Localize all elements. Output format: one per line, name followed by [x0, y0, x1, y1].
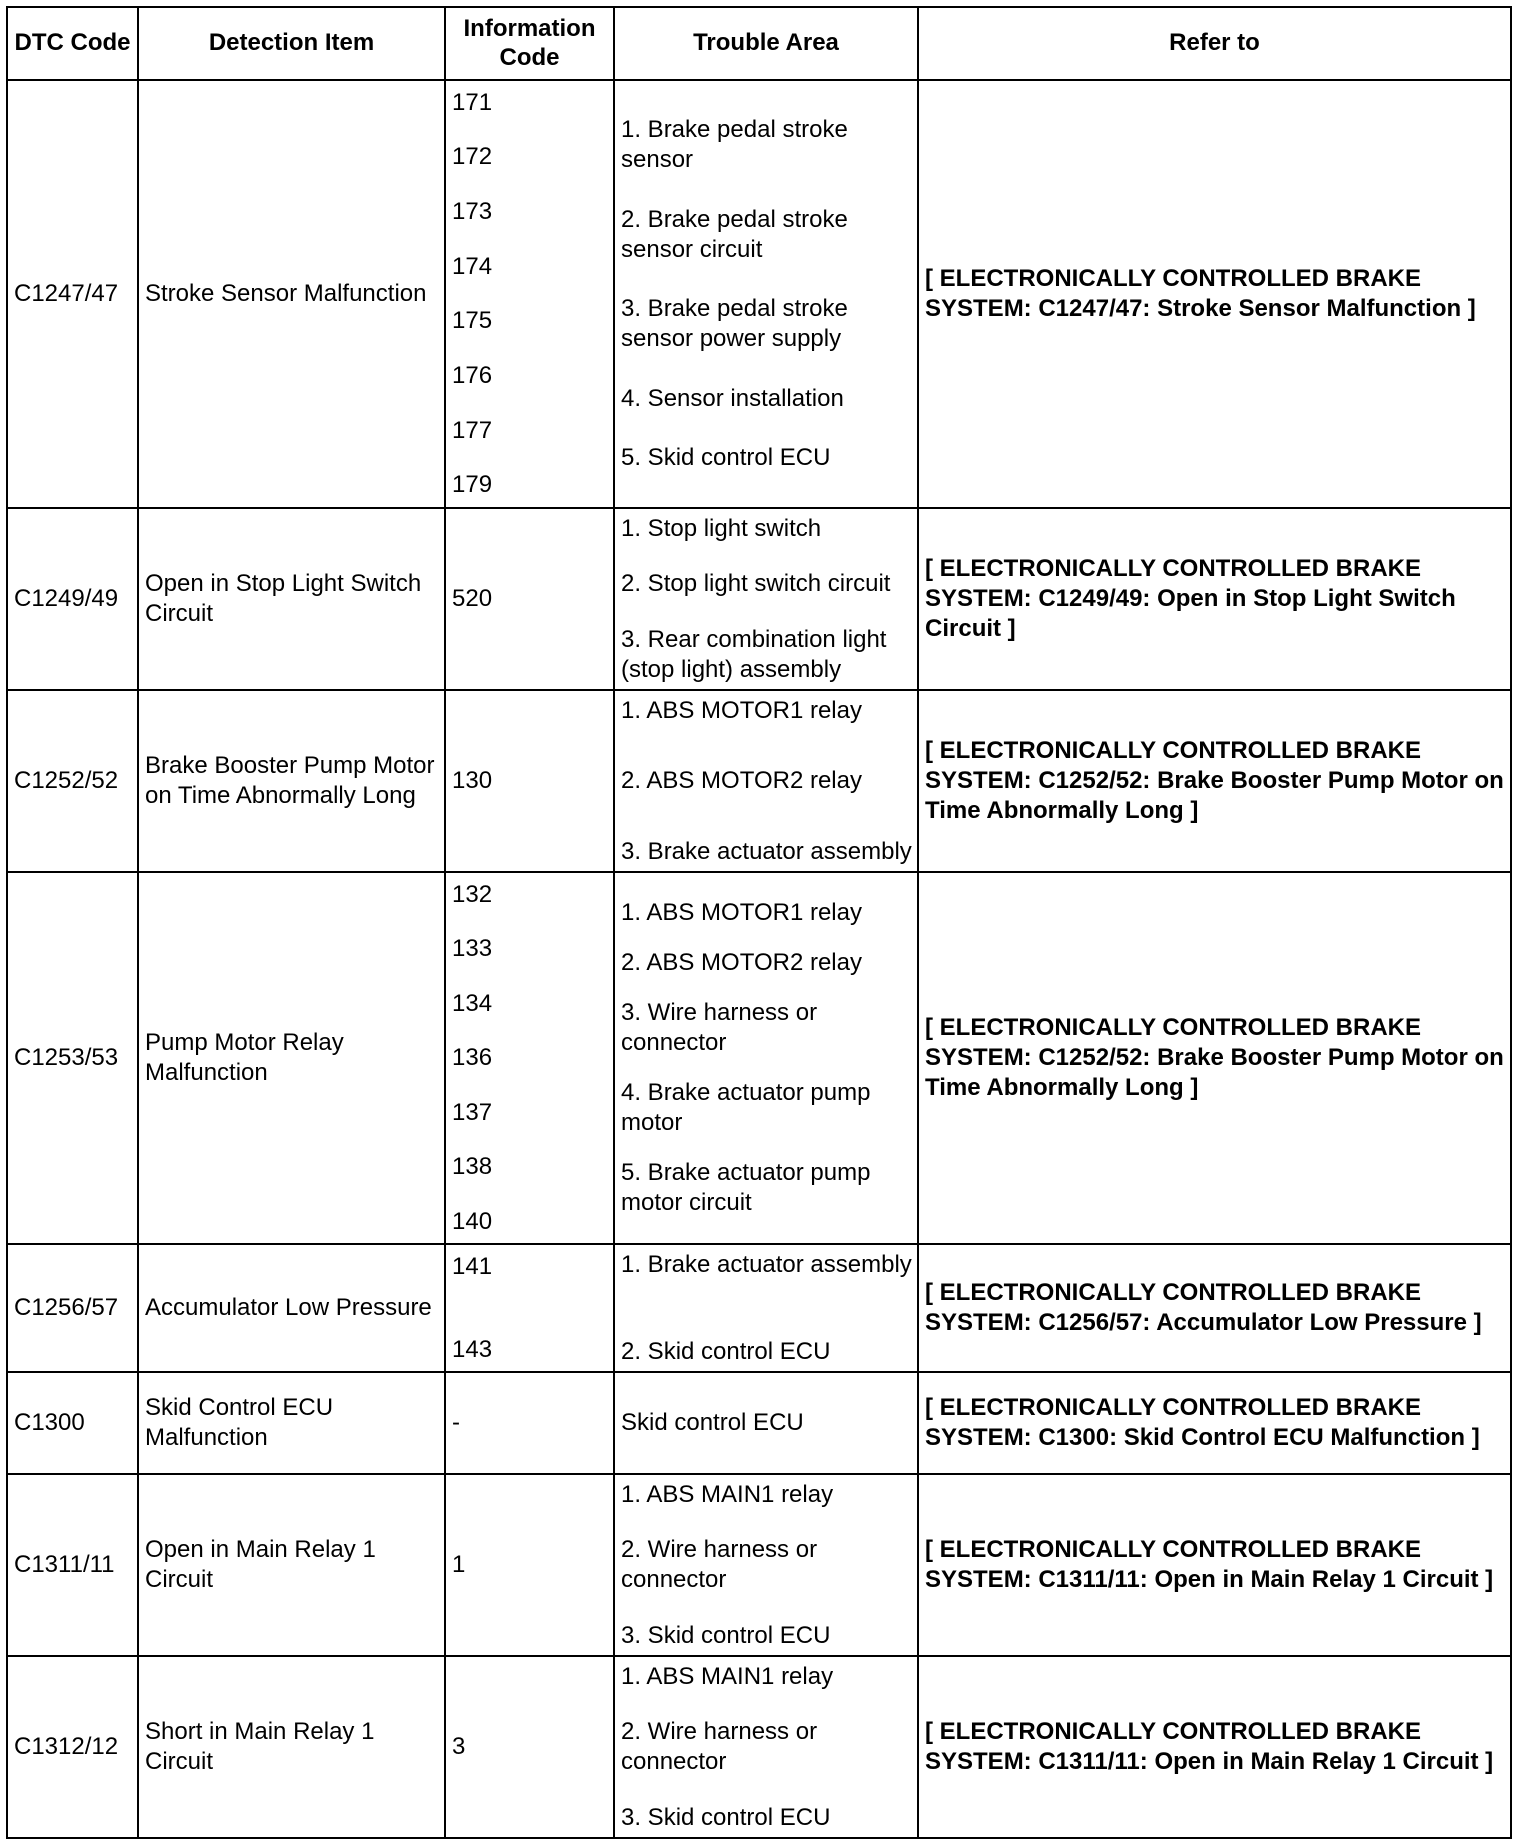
- trouble-area-cell: [614, 1656, 918, 1838]
- information-code-list: [446, 692, 613, 871]
- trouble-area-item: 3. Brake actuator assembly: [621, 837, 912, 865]
- information-code-cell: [445, 1244, 614, 1372]
- trouble-area-item: 2. ABS MOTOR2 relay: [621, 948, 862, 976]
- trouble-area-list: [615, 1246, 917, 1371]
- trouble-area-item: 1. Stop light switch: [621, 514, 822, 542]
- trouble-area-cell: [614, 80, 918, 508]
- trouble-area-cell: [614, 872, 918, 1244]
- trouble-area-list: [615, 1658, 917, 1837]
- information-code-list: [446, 1374, 613, 1473]
- detection-item-cell: Brake Booster Pump Motor on Time Abnormally Long: [138, 690, 445, 872]
- trouble-area-list: [615, 1476, 917, 1655]
- trouble-area-item: 3. Brake pedal stroke sensor power supply: [621, 295, 848, 352]
- detection-item-cell: Stroke Sensor Malfunction: [138, 80, 445, 508]
- information-code-cell: [445, 1372, 614, 1474]
- information-code-cell: [445, 1474, 614, 1656]
- header-dtc-code: DTC Code: [7, 7, 138, 80]
- trouble-area-cell: [614, 1244, 918, 1372]
- table-body: [7, 80, 1511, 1838]
- information-code: 176: [452, 362, 493, 390]
- trouble-area-item: 2. Wire harness or connector: [621, 1536, 818, 1593]
- trouble-area-cell: [614, 1474, 918, 1656]
- information-code: 177: [452, 416, 493, 444]
- information-code: 141: [452, 1252, 493, 1280]
- information-code: 172: [452, 143, 493, 171]
- refer-to-link[interactable]: [ ELECTRONICALLY CONTROLLED BRAKE SYSTEM: C1311/11: Open in Main Relay 1 Circuit ]: [918, 1474, 1511, 1656]
- trouble-area-list: [615, 82, 917, 507]
- table-row: [7, 690, 1511, 872]
- trouble-area-item: 3. Wire harness or connector: [621, 998, 818, 1056]
- trouble-area-item: 1. Brake actuator assembly: [621, 1250, 912, 1278]
- information-code-list: [446, 1476, 613, 1655]
- information-code: 1: [452, 1551, 466, 1578]
- trouble-area-item: 3. Skid control ECU: [621, 1803, 831, 1831]
- information-code-list: [446, 1658, 613, 1837]
- dtc-code-cell: C1311/11: [7, 1474, 138, 1656]
- trouble-area-item: 1. ABS MOTOR1 relay: [621, 898, 862, 926]
- trouble-area-item: 5. Skid control ECU: [621, 444, 831, 471]
- header-information-code: Information Code: [445, 7, 614, 80]
- dtc-code-cell: C1247/47: [7, 80, 138, 508]
- dtc-code-cell: C1312/12: [7, 1656, 138, 1838]
- trouble-area-item: 1. ABS MAIN1 relay: [621, 1662, 834, 1690]
- trouble-area-item: 3. Skid control ECU: [621, 1621, 831, 1649]
- information-code-cell: [445, 690, 614, 872]
- trouble-area-item: 2. Skid control ECU: [621, 1337, 831, 1365]
- information-code-cell: [445, 1656, 614, 1838]
- detection-item-cell: Skid Control ECU Malfunction: [138, 1372, 445, 1474]
- dtc-table: [6, 6, 1512, 1839]
- trouble-area-list: [615, 1374, 917, 1473]
- table-row: [7, 1474, 1511, 1656]
- detection-item-cell: Open in Stop Light Switch Circuit: [138, 508, 445, 690]
- information-code: 130: [452, 767, 493, 794]
- table-row: [7, 1372, 1511, 1474]
- information-code: 174: [452, 252, 493, 280]
- table-row: [7, 1244, 1511, 1372]
- information-code: 136: [452, 1044, 493, 1071]
- information-code: 134: [452, 989, 493, 1017]
- trouble-area-list: [615, 510, 917, 689]
- header-detection-item: Detection Item: [138, 7, 445, 80]
- refer-to-link[interactable]: [ ELECTRONICALLY CONTROLLED BRAKE SYSTEM: C1256/57: Accumulator Low Pressure ]: [918, 1244, 1511, 1372]
- dtc-code-cell: C1300: [7, 1372, 138, 1474]
- trouble-area-item: 1. ABS MOTOR1 relay: [621, 696, 862, 724]
- information-code: 171: [452, 88, 493, 116]
- information-code: 3: [452, 1733, 466, 1760]
- header-refer-to: Refer to: [918, 7, 1511, 80]
- trouble-area-item: 1. Brake pedal stroke sensor: [621, 116, 848, 173]
- information-code-list: [446, 82, 613, 507]
- dtc-code-cell: C1252/52: [7, 690, 138, 872]
- information-code-list: [446, 510, 613, 689]
- trouble-area-cell: [614, 690, 918, 872]
- trouble-area-item: 1. ABS MAIN1 relay: [621, 1480, 834, 1508]
- information-code: 140: [452, 1207, 493, 1235]
- dtc-code-cell: C1253/53: [7, 872, 138, 1244]
- table-row: [7, 80, 1511, 508]
- information-code-list: [446, 1246, 613, 1371]
- trouble-area-item: 4. Sensor installation: [621, 384, 844, 412]
- information-code: 173: [452, 197, 493, 225]
- dtc-code-cell: C1249/49: [7, 508, 138, 690]
- information-code-list: [446, 874, 613, 1243]
- trouble-area-cell: [614, 508, 918, 690]
- information-code: 143: [452, 1335, 493, 1363]
- dtc-code-cell: C1256/57: [7, 1244, 138, 1372]
- table-row: [7, 1656, 1511, 1838]
- information-code-cell: [445, 872, 614, 1244]
- header-row: [7, 7, 1511, 80]
- information-code: 137: [452, 1098, 493, 1126]
- information-code: -: [452, 1409, 460, 1436]
- refer-to-link[interactable]: [ ELECTRONICALLY CONTROLLED BRAKE SYSTEM: C1300: Skid Control ECU Malfunction ]: [918, 1372, 1511, 1474]
- trouble-area-item: 2. Stop light switch circuit: [621, 570, 891, 597]
- trouble-area-list: [615, 874, 917, 1243]
- detection-item-cell: Open in Main Relay 1 Circuit: [138, 1474, 445, 1656]
- trouble-area-list: [615, 692, 917, 871]
- information-code-cell: [445, 80, 614, 508]
- trouble-area-item: 4. Brake actuator pump motor: [621, 1079, 871, 1137]
- trouble-area-item: 2. Brake pedal stroke sensor circuit: [621, 205, 848, 263]
- refer-to-link[interactable]: [ ELECTRONICALLY CONTROLLED BRAKE SYSTEM: C1252/52: Brake Booster Pump Motor on Time Abnormally Long ]: [918, 690, 1511, 872]
- information-code: 179: [452, 471, 493, 499]
- detection-item-cell: Accumulator Low Pressure: [138, 1244, 445, 1372]
- information-code: 520: [452, 585, 493, 612]
- table-row: [7, 872, 1511, 1244]
- trouble-area-item: 2. Wire harness or connector: [621, 1718, 818, 1775]
- table-row: [7, 508, 1511, 690]
- trouble-area-item: 3. Rear combination light (stop light) assembly: [621, 625, 887, 683]
- information-code: 133: [452, 935, 493, 962]
- trouble-area-item: 2. ABS MOTOR2 relay: [621, 767, 862, 794]
- trouble-area-cell: [614, 1372, 918, 1474]
- information-code-cell: [445, 508, 614, 690]
- header-trouble-area: Trouble Area: [614, 7, 918, 80]
- trouble-area-item: Skid control ECU: [621, 1409, 804, 1436]
- detection-item-cell: Pump Motor Relay Malfunction: [138, 872, 445, 1244]
- information-code: 138: [452, 1153, 493, 1180]
- refer-to-link[interactable]: [ ELECTRONICALLY CONTROLLED BRAKE SYSTEM: C1311/11: Open in Main Relay 1 Circuit ]: [918, 1656, 1511, 1838]
- information-code: 175: [452, 307, 493, 335]
- refer-to-link[interactable]: [ ELECTRONICALLY CONTROLLED BRAKE SYSTEM: C1249/49: Open in Stop Light Switch Circuit ]: [918, 508, 1511, 690]
- refer-to-link[interactable]: [ ELECTRONICALLY CONTROLLED BRAKE SYSTEM: C1247/47: Stroke Sensor Malfunction ]: [918, 80, 1511, 508]
- detection-item-cell: Short in Main Relay 1 Circuit: [138, 1656, 445, 1838]
- trouble-area-item: 5. Brake actuator pump motor circuit: [621, 1159, 871, 1217]
- refer-to-link[interactable]: [ ELECTRONICALLY CONTROLLED BRAKE SYSTEM: C1252/52: Brake Booster Pump Motor on Time Abnormally Long ]: [918, 872, 1511, 1244]
- information-code: 132: [452, 880, 493, 908]
